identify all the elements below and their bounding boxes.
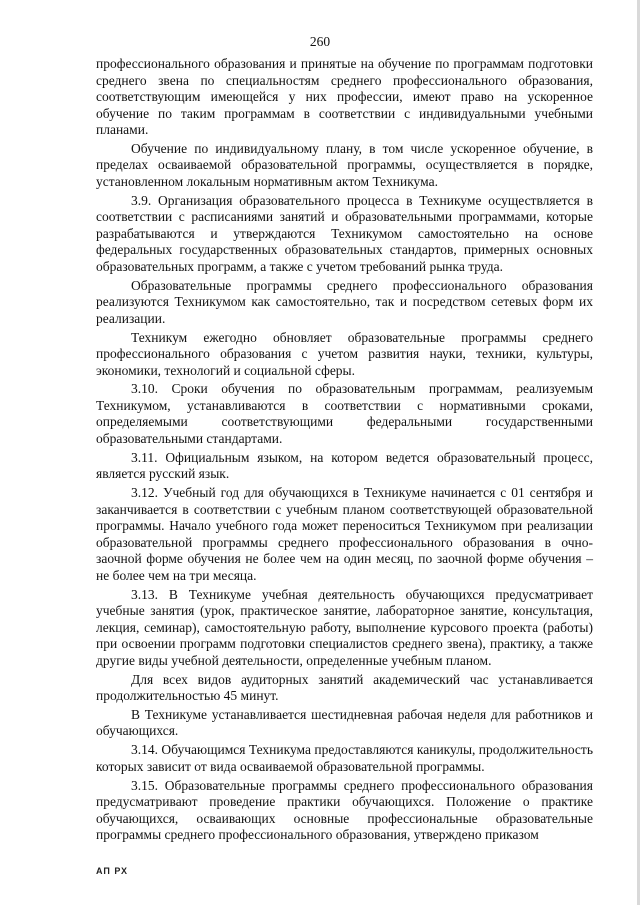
paragraph: Обучение по индивидуальному плану, в том числе ускоренное обучение, в пределах осваиваемой образовательной программы, осуществляется в порядке, установленном локальным нормативным актом Техникума. [96,140,593,189]
paragraph: Для всех видов аудиторных занятий академический час устанавливается продолжительностью 45 минут. [96,671,593,704]
paragraph-3-9: 3.9. Организация образовательного процесса в Техникуме осуществляется в соответствии с расписаниями занятий и образовательными программами, которые разрабатываются и утверждаются Техникумом самостоятельно на основе федеральных государственных образовательных стандартов, примерных основных образовательных программ, а также с учетом требований рынка труда. [96,192,593,274]
paragraph-3-12: 3.12. Учебный год для обучающихся в Техникуме начинается с 01 сентября и заканчивается в соответствии с учебным планом соответствующей образовательной программы. Начало учебного года может переноситься Техникумом при реализации образовательной программы среднего профессионального образования в очно-заочной форме обучения не более чем на один месяц, по заочной форме обучения – не более чем на три месяца. [96,485,593,583]
paragraph: профессионального образования и принятые на обучение по программам подготовки среднего звена по специальностям среднего профессионального образования, соответствующим имеющейся у них профессии, имеют право на ускоренное обучение по таким программам в соответствии с индивидуальными учебными планами. [96,56,593,137]
footer-code: АП РХ [96,866,129,876]
paragraph-3-15: 3.15. Образовательные программы среднего профессионального образования предусматривают проведение практики обучающихся. Положение о практике обучающихся, осваивающих основные профессиональные образовательные программы среднего профессионального образования, утверждено приказом [96,777,593,843]
paragraph-3-10: 3.10. Сроки обучения по образовательным программам, реализуемым Техникумом, устанавливаются в соответствии с нормативными сроками, определяемыми соответствующими федеральными государственными образовательными стандартами. [96,381,593,446]
paragraph-3-11: 3.11. Официальным языком, на котором ведется образовательный процесс, является русский язык. [96,449,593,482]
paragraph-3-13: 3.13. В Техникуме учебная деятельность обучающихся предусматривает учебные занятия (урок, практическое занятие, лабораторное занятие, консультация, лекция, семинар), самостоятельную работу, выполнение курсового проекта (работы) при освоении программ подготовки специалистов среднего звена), практику, а также другие виды учебной деятельности, определенные учебным планом. [96,586,593,668]
document-body [96,56,593,846]
paragraph-3-14: 3.14. Обучающимся Техникума предоставляются каникулы, продолжительность которых зависит от вида осваиваемой образовательной программы. [96,742,593,774]
paragraph: Техникум ежегодно обновляет образовательные программы среднего профессионального образования с учетом развития науки, техники, культуры, экономики, технологий и социальной сферы. [96,329,593,378]
paragraph: Образовательные программы среднего профессионального образования реализуются Техникумом как самостоятельно, так и посредством сетевых форм их реализации. [96,277,593,326]
page-number: 260 [309,34,331,49]
paragraph: В Техникуме устанавливается шестидневная рабочая неделя для работников и обучающихся. [96,706,593,739]
